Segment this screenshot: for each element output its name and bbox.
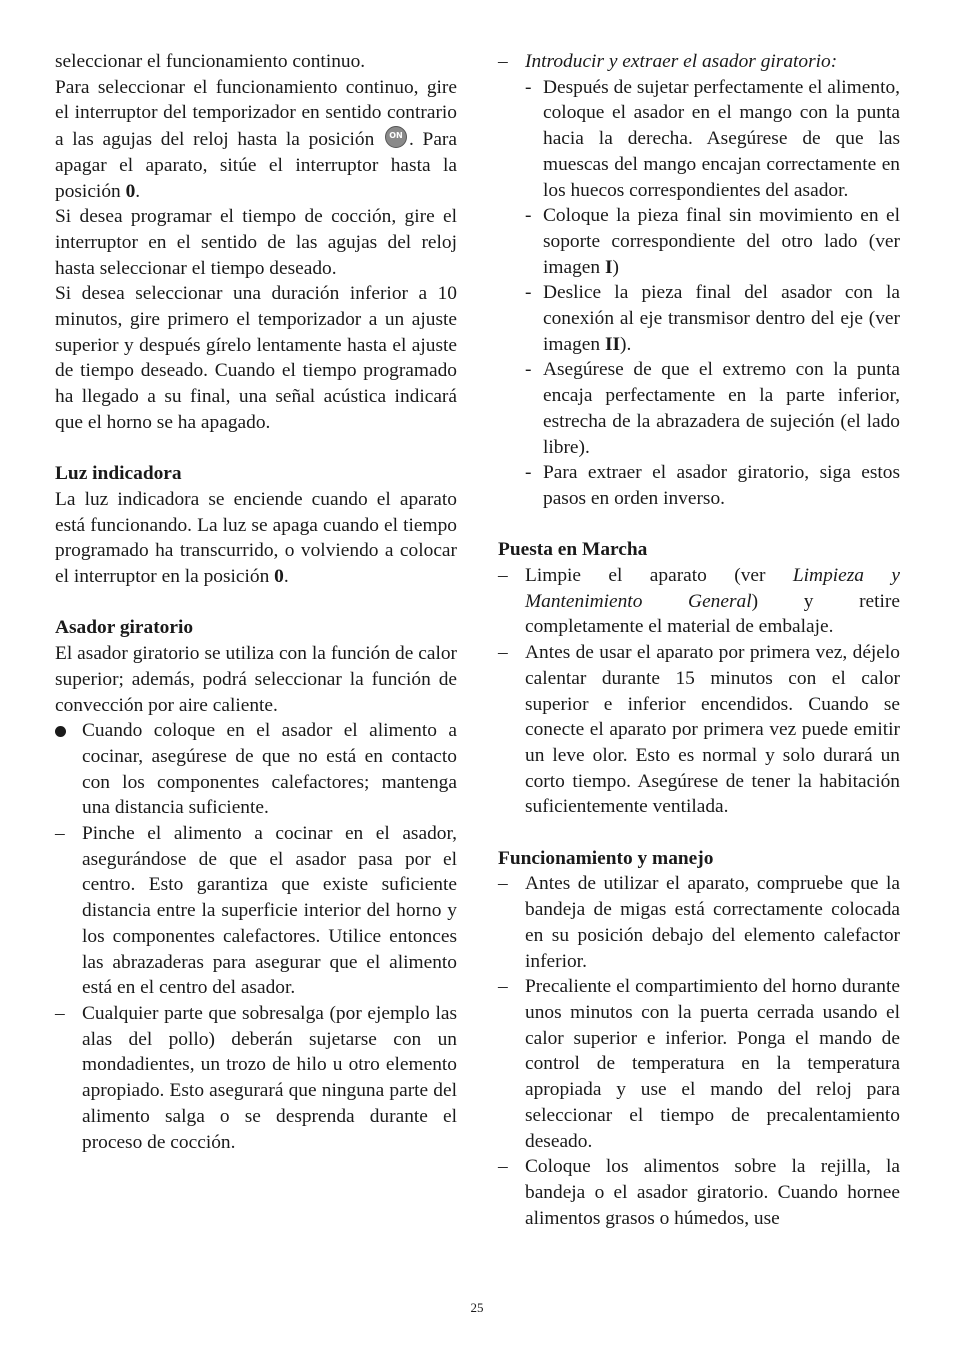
page-number: 25 (470, 1300, 484, 1315)
light-heading: Luz indicadora (55, 463, 182, 485)
right-column (498, 49, 900, 1231)
program-time-paragraph: Si desea programar el tiempo de cocción, gire el interruptor en el sentido de las agujas del reloj hasta seleccionar el tiempo deseado. (55, 206, 457, 279)
left-column (55, 49, 457, 1155)
list-item: – Cualquier parte que sobresalga (por ejemplo las alas del pollo) deberán sujetarse con un mondadientes, un trozo de hilo u otro elemento apropiado. Esto asegurará que ninguna parte del alimento salga o se desprenda durante el proceso de cocción. (55, 1002, 457, 1153)
short-duration-paragraph: Si desea seleccionar una duración inferior a 10 minutos, gire primero el temporizador a un ajuste superior y después gírelo lentamente hasta el ajuste de tiempo deseado. Cuando el tiempo programado ha llegado a su final, una señal acústica indicará que el horno se ha apagado. (55, 283, 457, 433)
spit-intro: El asador giratorio se utiliza con la función de calor superior; además, podrá seleccionar la función de convección por aire caliente. (55, 643, 457, 716)
on-position-icon: ON (385, 126, 407, 148)
sub-item: - Deslice la pieza final del asador con la conexión al eje transmisor dentro del eje (ver imagen II). (525, 282, 900, 355)
list-item: – Coloque los alimentos sobre la rejilla, la bandeja o el asador giratorio. Cuando hornee alimentos grasos o húmedos, use (498, 1156, 900, 1229)
spit-heading: Asador giratorio (55, 617, 194, 639)
sub-item: - Después de sujetar perfectamente el alimento, coloque el asador en el mango con la punta hacia la derecha. Asegúrese de que las muescas del mango encajan correctamente en los huecos correspondientes del asador. (525, 76, 900, 201)
continuous-paragraph: Para seleccionar el funcionamiento continuo, gire el interruptor del temporizador en sentido contrario a las agujas del reloj hasta la posición ON . Para apagar el aparato, sitúe el interruptor hasta la posición 0. (55, 76, 457, 202)
insert-title-item: – Introducir y extraer el asador giratorio: (498, 51, 838, 72)
operation-heading: Funcionamiento y manejo (498, 847, 714, 869)
intro-line: seleccionar el funcionamiento continuo. (55, 51, 366, 72)
list-item: – Precaliente el compartimiento del horno durante unos minutos con la puerta cerrada usando el calor superior e inferior. Ponga el mando de control de temperatura en la temperatura apropiada y use el mando del reloj para seleccionar el tiempo de precalentamiento deseado. (498, 976, 900, 1152)
list-item: – Antes de usar el aparato por primera vez, déjelo calentar durante 15 minutos con el calor superior e inferior encendidos. Cuando se conecte el aparato por primera vez puede emitir un leve olor. Esto es normal y solo durará un corto tiempo. Asegúrese de tener la habitación suficientemente ventilada. (498, 642, 900, 818)
list-item: Cuando coloque en el asador el alimento a cocinar, asegúrese de que no está en contacto con los componentes calefactores; mantenga una distancia suficiente. (55, 718, 457, 821)
bullet-icon (55, 726, 66, 737)
list-item: – Pinche el alimento a cocinar en el asador, asegurándose de que el asador pasa por el centro. Esto garantiza que existe suficiente distancia entre la superficie interior del horno y los componentes calefactores. Utilice entonces las abrazaderas para asegurar que el alimento está en el centro del asador. (55, 823, 457, 999)
light-paragraph: La luz indicadora se enciende cuando el aparato está funcionando. La luz se apaga cuando el tiempo programado ha transcurrido, o volviendo a colocar el interruptor en la posición 0. (55, 488, 457, 588)
start-heading: Puesta en Marcha (498, 539, 648, 561)
sub-item: - Para extraer el asador giratorio, siga estos pasos en orden inverso. (525, 462, 900, 509)
sub-item: - Asegúrese de que el extremo con la punta encaja perfectamente en la parte inferior, estrecha de la abrazadera de sujeción (el lado libre). (525, 359, 900, 458)
list-item: – Antes de utilizar el aparato, compruebe que la bandeja de migas está correctamente colocada en su posición debajo del elemento calefactor inferior. (498, 873, 900, 972)
list-item: – Limpie el aparato (ver Limpieza y Mantenimiento General) y retire completamente el material de embalaje. (498, 565, 901, 638)
sub-item: - Coloque la pieza final sin movimiento en el soporte correspondiente del otro lado (ver imagen I) (525, 205, 900, 278)
